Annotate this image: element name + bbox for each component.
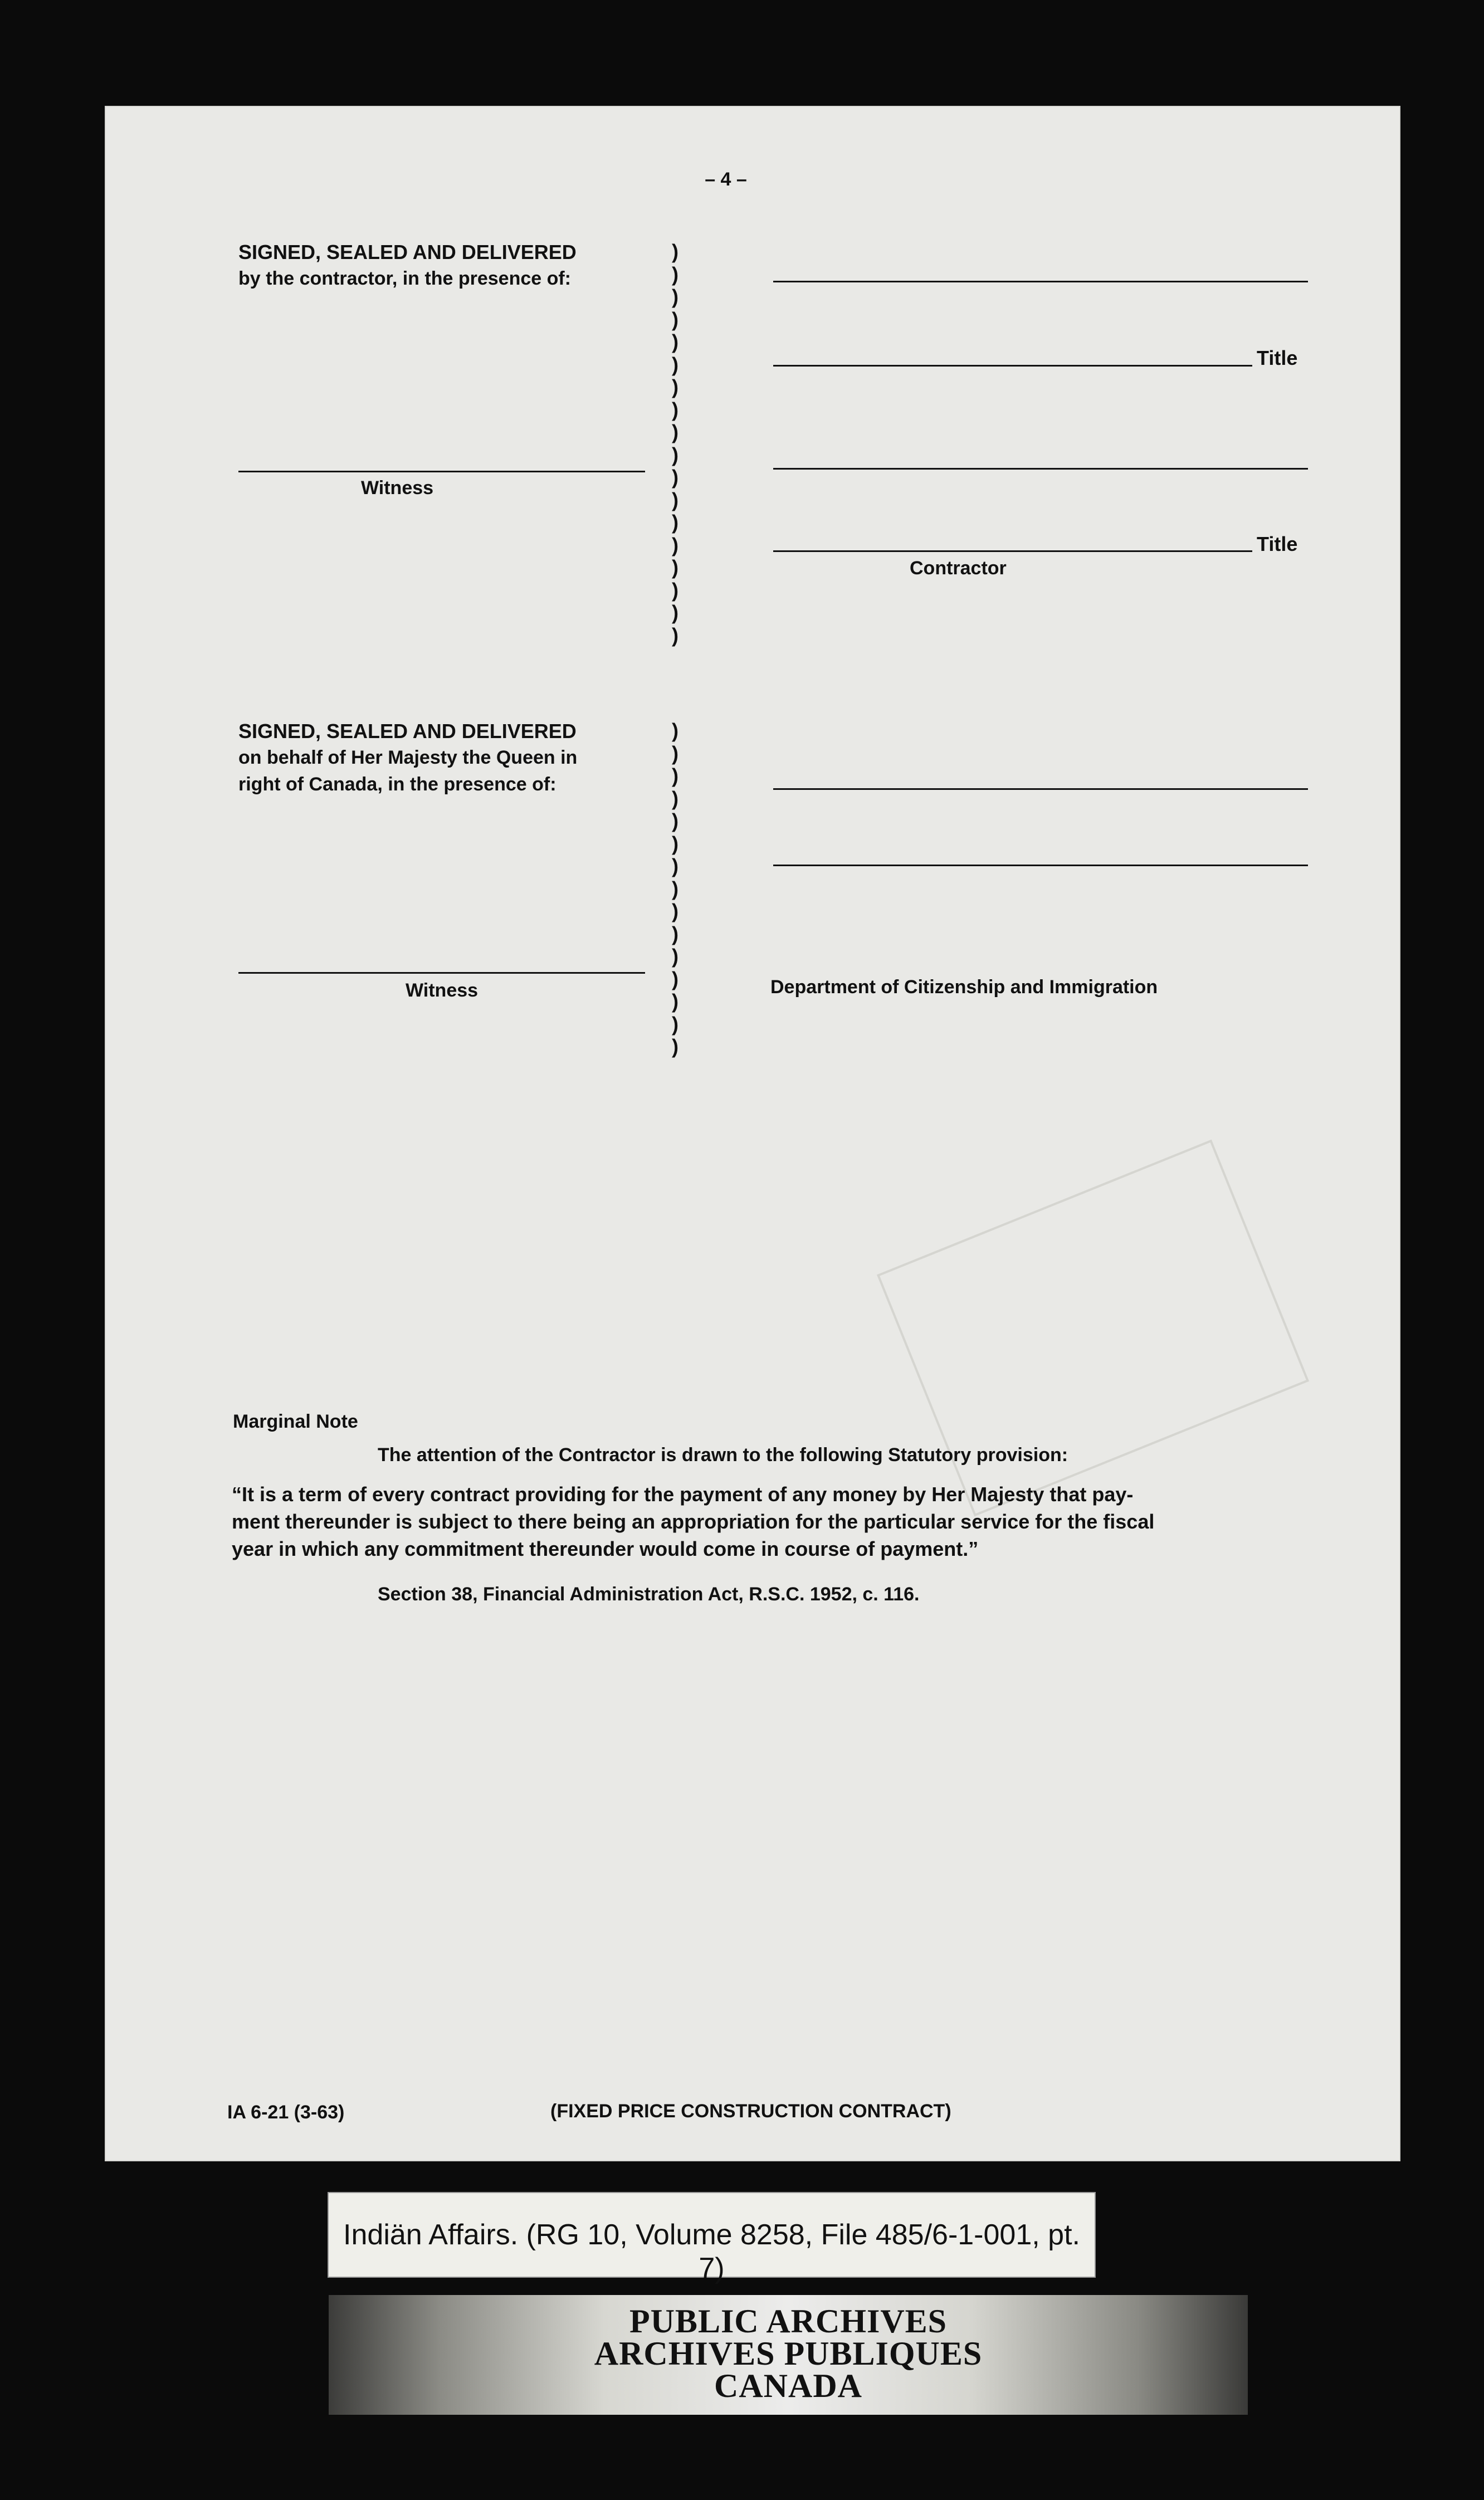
contractor-label: Contractor	[910, 558, 1007, 579]
department-label: Department of Citizenship and Immigration	[770, 976, 1158, 998]
signature-line	[773, 550, 1252, 552]
block1-brackets: ) ) ) ) ) ) ) ) ) ) ) ) ) ) ) ) ) )	[672, 240, 678, 647]
statutory-quote-line: year in which any commitment thereunder would come in course of payment.”	[232, 1537, 979, 1560]
witness-line	[238, 471, 645, 472]
signature-line	[773, 281, 1308, 282]
archive-stamp-line: ARCHIVES PUBLIQUES	[594, 2335, 983, 2372]
statutory-intro: The attention of the Contractor is drawn to the following Statutory provision:	[378, 1444, 1068, 1466]
statutory-quote-line: “It is a term of every contract providing for the payment of any money by Her Majesty that pay-	[232, 1483, 1134, 1506]
block2-line: on behalf of Her Majesty the Queen in	[238, 747, 578, 768]
block1-heading: SIGNED, SEALED AND DELIVERED	[238, 241, 577, 263]
witness-label: Witness	[406, 980, 479, 1001]
document-page	[105, 106, 1400, 2161]
witness-label: Witness	[361, 477, 434, 499]
signature-line	[773, 468, 1308, 470]
show-through-text	[662, 206, 1219, 540]
witness-line	[238, 972, 645, 974]
page-number: – 4 –	[705, 169, 747, 190]
contract-type: (FIXED PRICE CONSTRUCTION CONTRACT)	[550, 2101, 951, 2122]
signature-line	[773, 788, 1308, 790]
archive-stamp-line: PUBLIC ARCHIVES	[629, 2303, 948, 2340]
block2-brackets: ) ) ) ) ) ) ) ) ) ) ) ) ) ) )	[672, 719, 678, 1058]
public-archives-strip	[329, 2295, 1248, 2415]
statutory-quote-line: ment thereunder is subject to there being an appropriation for the particular service for the fiscal	[232, 1510, 1155, 1533]
archive-stamp-line: CANADA	[714, 2367, 862, 2404]
title-label: Title	[1257, 346, 1298, 369]
archive-reference-text: Indiän Affairs. (RG 10, Volume 8258, File 485/6-1-001, pt. 7)	[343, 2219, 1080, 2284]
form-number: IA 6-21 (3-63)	[227, 2102, 345, 2123]
block2-heading: SIGNED, SEALED AND DELIVERED	[238, 720, 577, 743]
signature-line	[773, 865, 1308, 866]
marginal-note-label: Marginal Note	[233, 1411, 358, 1432]
statutory-citation: Section 38, Financial Administration Act, R.S.C. 1952, c. 116.	[378, 1584, 920, 1605]
title-label: Title	[1257, 533, 1298, 555]
block1-subheading: by the contractor, in the presence of:	[238, 268, 572, 289]
signature-line	[773, 365, 1252, 367]
archive-reference-label	[328, 2192, 1096, 2284]
block2-line: right of Canada, in the presence of:	[238, 774, 556, 795]
